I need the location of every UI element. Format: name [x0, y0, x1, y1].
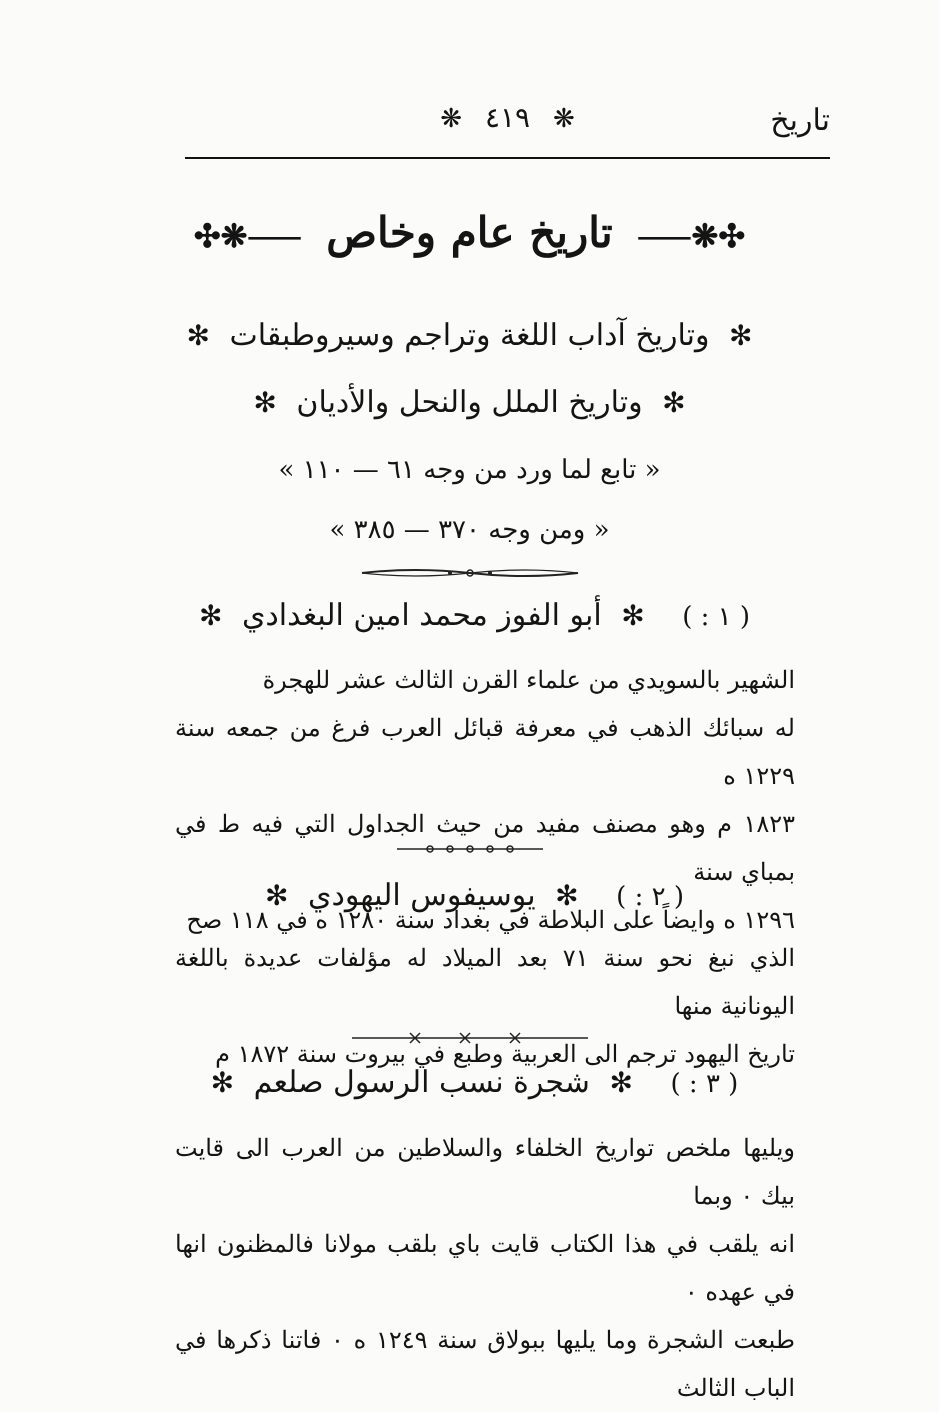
text-line: انه يلقب في هذا الكتاب قايت باي بلقب مولانا فالمظنون انها في عهده ۰ [175, 1230, 795, 1306]
flourish-icon: ⸺❋✣ [193, 217, 302, 255]
text-line: تاريخ اليهود ترجم الى العربية وطبع في بيروت سنة ١٨٧٢ م [215, 1040, 795, 1068]
star-icon: ✻ [198, 599, 223, 632]
entry-body [175, 934, 795, 1078]
entry-heading [0, 878, 939, 913]
ornamental-divider [0, 565, 939, 585]
subtitle-line [0, 318, 939, 353]
page-range-note: « تابع لما ورد من وجه ٦١ — ١١٠ » [278, 455, 661, 485]
star-icon: ✻ [186, 319, 210, 352]
page-number-block [185, 101, 830, 134]
star-icon: ✻ [621, 599, 645, 632]
text-line: ١٢٩٦ ه وايضاً على البلاطة في بغداد سنة ١٢٨٠ ه في ١١٨ صح [186, 906, 795, 934]
subtitle-text: وتاريخ آداب اللغة وتراجم وسيروطبقات [229, 318, 710, 353]
entry-number: ( ٣ : ) [670, 1069, 739, 1099]
entry-name: يوسيفوس اليهودي [308, 878, 536, 913]
section-title: تاريخ [770, 103, 830, 138]
ornamental-divider [0, 840, 939, 859]
star-icon: ✻ [265, 879, 289, 912]
entry-body [175, 1124, 795, 1412]
flourish-icon: ✣❋⸺ [637, 217, 746, 255]
chapter-title [0, 208, 939, 257]
ornament-icon: ❋ [440, 104, 463, 134]
text-line: ١٨٢٣ م وهو مصنف مفيد من حيث الجداول التي فيه ط في بمباي سنة [175, 810, 795, 886]
entry-name: شجرة نسب الرسول صلعم [253, 1065, 590, 1100]
divider-icon [360, 565, 580, 581]
entry-number: ( ٢ : ) [616, 882, 684, 912]
entry-name: أبو الفوز محمد امين البغدادي [241, 598, 602, 633]
entry-heading [0, 598, 939, 633]
star-icon: ✻ [555, 879, 579, 912]
ornamental-divider [0, 1030, 939, 1049]
entry-number: ( ١ : ) [682, 602, 751, 632]
entry-heading [0, 1065, 939, 1100]
star-icon: ✻ [729, 319, 753, 352]
star-icon: ✻ [609, 1066, 633, 1099]
subtitle-line [0, 385, 939, 420]
running-head [185, 95, 830, 155]
text-line: طبعت الشجرة وما يليها ببولاق سنة ١٢٤٩ ه ۰ فاتنا ذكرها في الباب الثالث [175, 1326, 795, 1402]
page-number: ٤١٩ [484, 101, 531, 134]
divider-icon [395, 843, 545, 855]
star-icon: ✻ [210, 1066, 235, 1099]
divider-icon [350, 1031, 590, 1045]
text-line: الذي نبغ نحو سنة ٧١ بعد الميلاد له مؤلفات عديدة باللغة اليونانية منها [175, 944, 795, 1020]
text-line: ويليها ملخص تواريخ الخلفاء والسلاطين من العرب الى قايت بيك ۰ وبما [175, 1134, 795, 1210]
page-range-note: « ومن وجه ٣٧٠ — ٣٨٥ » [329, 515, 610, 545]
subtitle-text: وتاريخ الملل والنحل والأديان [296, 385, 643, 420]
ornament-icon: ❋ [552, 104, 575, 134]
header-rule [185, 157, 830, 159]
text-line: له سبائك الذهب في معرفة قبائل العرب فرغ من جمعه سنة ١٢٢٩ ه [175, 714, 795, 790]
text-line: الشهير بالسويدي من علماء القرن الثالث عشر للهجرة [262, 666, 795, 694]
star-icon: ✻ [253, 386, 277, 419]
star-icon: ✻ [662, 386, 686, 419]
chapter-title-text: تاريخ عام وخاص [326, 208, 613, 257]
